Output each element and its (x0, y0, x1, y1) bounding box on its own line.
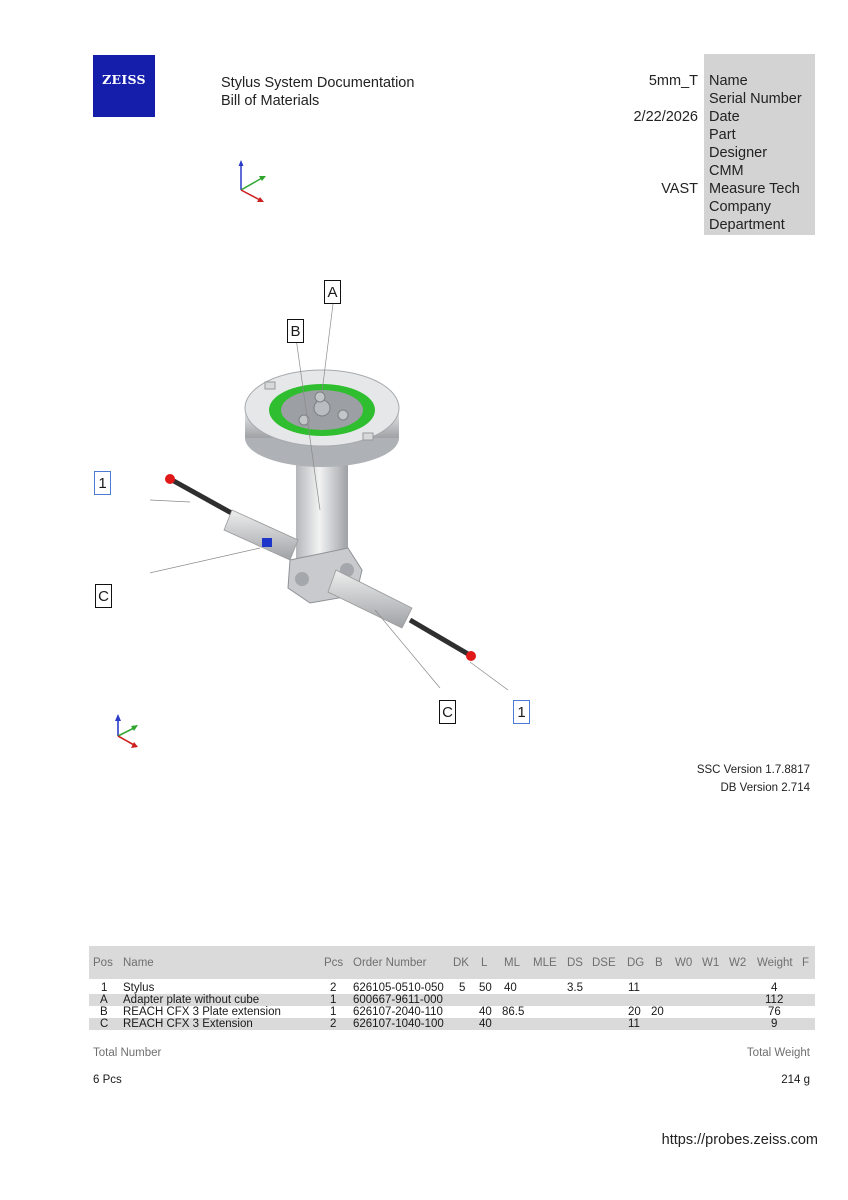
cell-l: 50 (479, 982, 492, 994)
db-version: DB Version 2.714 (720, 782, 810, 794)
cell-ml: 86.5 (502, 1006, 525, 1018)
col-order-number: Order Number (353, 957, 427, 969)
meta-label-cmm: CMM (709, 163, 744, 179)
cell-dg: 20 (628, 1006, 641, 1018)
col-w1: W1 (702, 957, 720, 969)
table-row (89, 994, 815, 1006)
cell-name: Adapter plate without cube (123, 994, 260, 1006)
meta-label-date: Date (709, 109, 740, 125)
website-link[interactable]: https://probes.zeiss.com (661, 1132, 818, 1148)
cell-pcs: 1 (330, 1006, 337, 1018)
callout-a: A (324, 280, 341, 304)
meta-label-designer: Designer (709, 145, 768, 161)
col-dse: DSE (592, 957, 616, 969)
cell-order-number: 600667-9611-000 (353, 994, 443, 1006)
meta-label-part: Part (709, 127, 736, 143)
callout-c-right: C (439, 700, 456, 724)
cell-l: 40 (479, 1006, 492, 1018)
col-l: L (481, 957, 488, 969)
total-number-value: 6 Pcs (93, 1074, 122, 1086)
meta-label-measure-tech: Measure Tech (709, 181, 800, 197)
meta-label-company: Company (709, 199, 772, 215)
cell-pos: A (100, 994, 108, 1006)
col-w2: W2 (729, 957, 747, 969)
cell-dg: 11 (628, 1018, 640, 1030)
title-line-2: Bill of Materials (221, 93, 320, 109)
ssc-version: SSC Version 1.7.8817 (696, 764, 810, 776)
total-number-label: Total Number (93, 1047, 162, 1059)
cell-name: REACH CFX 3 Plate extension (123, 1006, 281, 1018)
cell-weight: 9 (771, 1018, 778, 1030)
total-weight-value: 214 g (781, 1074, 810, 1086)
cell-pcs: 1 (330, 994, 337, 1006)
meta-label-department: Department (709, 217, 785, 233)
stylus-assembly-illustration (150, 270, 550, 690)
meta-label-name: Name (709, 73, 748, 89)
cell-order-number: 626107-2040-110 (353, 1006, 443, 1018)
cell-order-number: 626107-1040-100 (353, 1018, 444, 1030)
col-pcs: Pcs (324, 957, 344, 969)
meta-label-serial: Serial Number (709, 91, 802, 107)
meta-value-measure-tech: VAST (661, 181, 698, 197)
cell-pcs: 2 (330, 1018, 337, 1030)
cell-dg: 11 (628, 982, 640, 994)
cell-pos: B (100, 1006, 108, 1018)
cell-weight: 76 (768, 1006, 781, 1018)
axis-triad-icon (236, 156, 272, 206)
cell-b: 20 (651, 1006, 664, 1018)
col-w0: W0 (675, 957, 693, 969)
cell-l: 40 (479, 1018, 492, 1030)
title-line-1: Stylus System Documentation (221, 75, 415, 91)
cell-name: REACH CFX 3 Extension (123, 1018, 253, 1030)
meta-value-date: 2/22/2026 (633, 109, 698, 125)
cell-ds: 3.5 (567, 982, 583, 994)
bom-header-row (89, 946, 815, 979)
cell-weight: 112 (765, 994, 784, 1006)
zeiss-logo (93, 55, 155, 117)
cell-dk: 5 (459, 982, 466, 994)
logo-text: ZEISS (102, 72, 146, 87)
callout-1-left: 1 (94, 471, 111, 495)
col-pos: Pos (93, 957, 113, 969)
col-name: Name (123, 957, 154, 969)
col-ds: DS (567, 957, 583, 969)
document-title (221, 74, 414, 110)
cell-name: Stylus (123, 982, 155, 994)
col-dk: DK (453, 957, 469, 969)
total-weight-label: Total Weight (746, 1047, 810, 1059)
table-row (89, 1006, 815, 1018)
col-dg: DG (627, 957, 645, 969)
cell-pos: C (100, 1018, 109, 1030)
col-mle: MLE (533, 957, 557, 969)
table-row (89, 982, 815, 994)
cell-pcs: 2 (330, 982, 337, 994)
meta-value-name: 5mm_T (648, 73, 698, 89)
col-b: B (655, 957, 663, 969)
cell-pos: 1 (101, 982, 108, 994)
table-row (89, 1018, 815, 1030)
callout-c-left: C (95, 584, 112, 608)
cell-weight: 4 (771, 982, 778, 994)
callout-1-right: 1 (513, 700, 530, 724)
col-weight: Weight (757, 957, 793, 969)
cell-ml: 40 (504, 982, 517, 994)
col-f: F (802, 957, 810, 969)
cell-order-number: 626105-0510-050 (353, 982, 444, 994)
axis-triad-icon (112, 712, 142, 752)
col-ml: ML (504, 957, 520, 969)
callout-b: B (287, 319, 304, 343)
